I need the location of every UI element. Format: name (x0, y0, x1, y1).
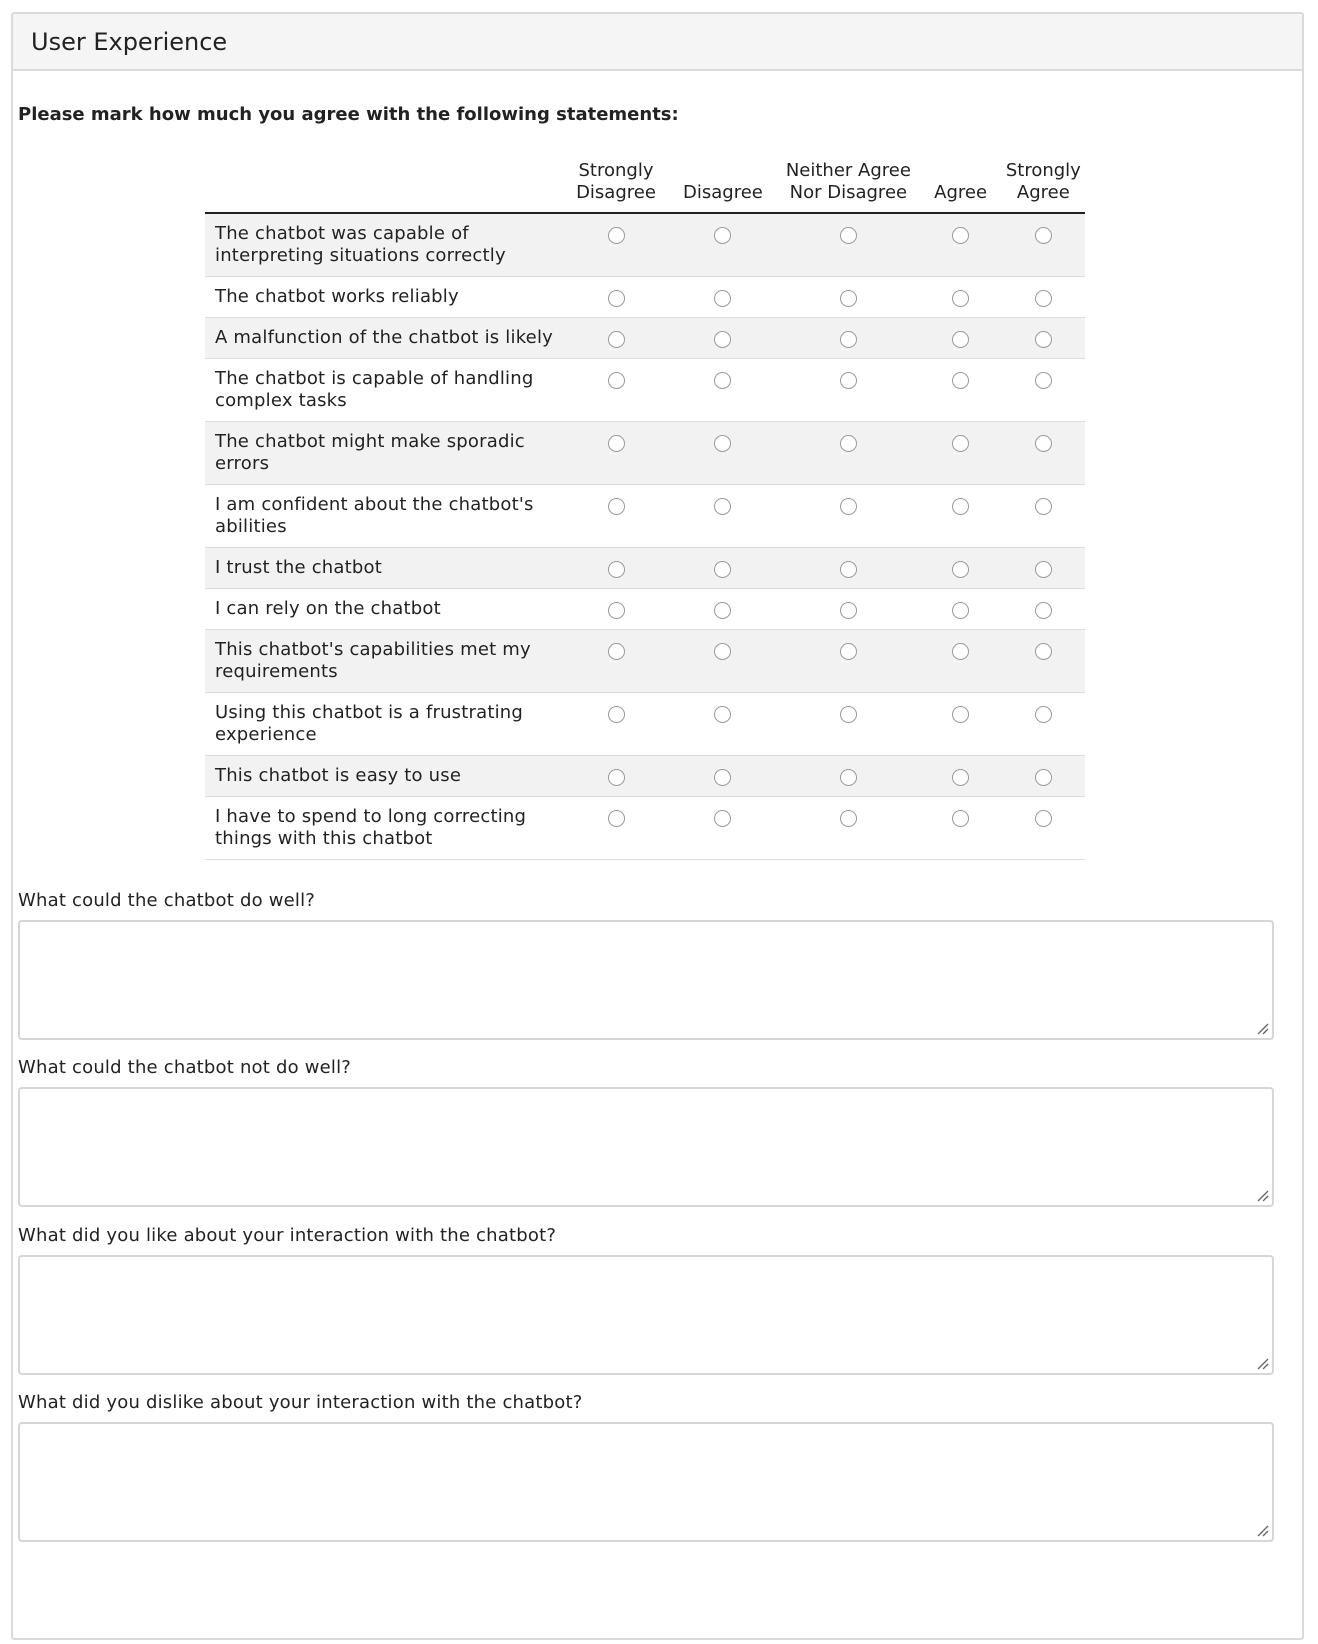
radio-agree[interactable] (952, 561, 969, 578)
statement-row (205, 756, 1085, 797)
radio-agree[interactable] (952, 435, 969, 452)
radio-agree[interactable] (952, 769, 969, 786)
option-cell-agree (920, 548, 1002, 589)
option-cell-disagree (669, 589, 778, 630)
option-cell-neither (777, 318, 919, 359)
question-label: What could the chatbot do well? (18, 890, 316, 911)
radio-neither[interactable] (840, 290, 857, 307)
radio-disagree[interactable] (714, 435, 731, 452)
option-cell-strongly-agree (1002, 485, 1085, 548)
resize-grip-icon[interactable] (1255, 1188, 1269, 1202)
statement-text: The chatbot works reliably (205, 277, 563, 318)
option-cell-strongly-agree (1002, 277, 1085, 318)
option-cell-strongly-agree (1002, 213, 1085, 277)
radio-agree[interactable] (952, 227, 969, 244)
option-cell-neither (777, 422, 919, 485)
radio-strongly-agree[interactable] (1035, 769, 1052, 786)
resize-grip-icon[interactable] (1255, 1356, 1269, 1370)
radio-strongly-disagree[interactable] (608, 643, 625, 660)
option-cell-neither (777, 485, 919, 548)
option-cell-neither (777, 359, 919, 422)
option-cell-agree (920, 277, 1002, 318)
option-cell-strongly-agree (1002, 797, 1085, 860)
statement-row (205, 797, 1085, 860)
radio-strongly-disagree[interactable] (608, 227, 625, 244)
option-cell-strongly-disagree (563, 693, 668, 756)
option-cell-disagree (669, 797, 778, 860)
option-cell-agree (920, 422, 1002, 485)
option-cell-agree (920, 359, 1002, 422)
option-cell-strongly-agree (1002, 693, 1085, 756)
statement-row (205, 693, 1085, 756)
radio-strongly-disagree[interactable] (608, 602, 625, 619)
option-cell-strongly-disagree (563, 756, 668, 797)
option-cell-strongly-agree (1002, 630, 1085, 693)
option-cell-strongly-disagree (563, 318, 668, 359)
option-cell-neither (777, 548, 919, 589)
scale-header-strongly-agree: Strongly Agree (1002, 160, 1085, 213)
radio-agree[interactable] (952, 498, 969, 515)
panel-header (13, 14, 1302, 71)
statement-column-header (205, 160, 563, 213)
radio-strongly-agree[interactable] (1035, 561, 1052, 578)
statement-row (205, 548, 1085, 589)
option-cell-disagree (669, 485, 778, 548)
radio-strongly-disagree[interactable] (608, 561, 625, 578)
option-cell-strongly-disagree (563, 589, 668, 630)
radio-disagree[interactable] (714, 769, 731, 786)
radio-disagree[interactable] (714, 643, 731, 660)
radio-strongly-agree[interactable] (1035, 372, 1052, 389)
radio-strongly-disagree[interactable] (608, 498, 625, 515)
radio-strongly-agree[interactable] (1035, 290, 1052, 307)
resize-grip-icon[interactable] (1255, 1021, 1269, 1035)
radio-strongly-agree[interactable] (1035, 602, 1052, 619)
option-cell-strongly-disagree (563, 277, 668, 318)
radio-strongly-disagree[interactable] (608, 706, 625, 723)
radio-neither[interactable] (840, 602, 857, 619)
radio-neither[interactable] (840, 372, 857, 389)
radio-neither[interactable] (840, 498, 857, 515)
option-cell-strongly-disagree (563, 485, 668, 548)
radio-agree[interactable] (952, 602, 969, 619)
scale-header-agree: Agree (920, 160, 1002, 213)
option-cell-neither (777, 630, 919, 693)
statement-text: Using this chatbot is a frustrating experience (205, 693, 563, 756)
option-cell-agree (920, 213, 1002, 277)
statement-text: I trust the chatbot (205, 548, 563, 589)
radio-strongly-disagree[interactable] (608, 290, 625, 307)
radio-agree[interactable] (952, 643, 969, 660)
statement-row (205, 318, 1085, 359)
resize-grip-icon[interactable] (1255, 1523, 1269, 1537)
statement-text: A malfunction of the chatbot is likely (205, 318, 563, 359)
radio-strongly-agree[interactable] (1035, 810, 1052, 827)
radio-strongly-disagree[interactable] (608, 769, 625, 786)
statement-row (205, 422, 1085, 485)
option-cell-strongly-agree (1002, 548, 1085, 589)
statement-text: I have to spend to long correcting things with this chatbot (205, 797, 563, 860)
radio-neither[interactable] (840, 331, 857, 348)
radio-disagree[interactable] (714, 602, 731, 619)
radio-neither[interactable] (840, 706, 857, 723)
option-cell-disagree (669, 359, 778, 422)
option-cell-strongly-disagree (563, 359, 668, 422)
radio-disagree[interactable] (714, 331, 731, 348)
scale-header-strongly-disagree: Strongly Disagree (563, 160, 668, 213)
option-cell-strongly-agree (1002, 318, 1085, 359)
question-label: What could the chatbot not do well? (18, 1057, 352, 1078)
option-cell-disagree (669, 277, 778, 318)
likert-header-row (205, 160, 1085, 213)
radio-disagree[interactable] (714, 372, 731, 389)
option-cell-strongly-disagree (563, 422, 668, 485)
radio-neither[interactable] (840, 643, 857, 660)
option-cell-disagree (669, 213, 778, 277)
radio-strongly-disagree[interactable] (608, 435, 625, 452)
option-cell-disagree (669, 548, 778, 589)
statement-text: The chatbot is capable of handling complex tasks (205, 359, 563, 422)
radio-agree[interactable] (952, 810, 969, 827)
radio-strongly-agree[interactable] (1035, 706, 1052, 723)
radio-strongly-agree[interactable] (1035, 643, 1052, 660)
statement-row (205, 359, 1085, 422)
likert-matrix (205, 160, 1085, 860)
radio-agree[interactable] (952, 290, 969, 307)
statement-row (205, 277, 1085, 318)
statement-text: This chatbot is easy to use (205, 756, 563, 797)
option-cell-strongly-disagree (563, 797, 668, 860)
question-label: What did you dislike about your interaction with the chatbot? (18, 1392, 583, 1413)
option-cell-agree (920, 318, 1002, 359)
option-cell-strongly-agree (1002, 422, 1085, 485)
answer-textarea[interactable] (18, 1087, 1274, 1207)
radio-strongly-agree[interactable] (1035, 331, 1052, 348)
radio-strongly-agree[interactable] (1035, 227, 1052, 244)
answer-textarea[interactable] (18, 920, 1274, 1040)
option-cell-agree (920, 756, 1002, 797)
statement-row (205, 589, 1085, 630)
radio-disagree[interactable] (714, 227, 731, 244)
radio-agree[interactable] (952, 706, 969, 723)
radio-agree[interactable] (952, 331, 969, 348)
answer-textarea[interactable] (18, 1422, 1274, 1542)
option-cell-agree (920, 630, 1002, 693)
option-cell-agree (920, 797, 1002, 860)
option-cell-strongly-agree (1002, 359, 1085, 422)
option-cell-neither (777, 756, 919, 797)
radio-disagree[interactable] (714, 810, 731, 827)
option-cell-neither (777, 213, 919, 277)
statement-text: I can rely on the chatbot (205, 589, 563, 630)
radio-agree[interactable] (952, 372, 969, 389)
option-cell-strongly-agree (1002, 589, 1085, 630)
radio-strongly-disagree[interactable] (608, 372, 625, 389)
radio-neither[interactable] (840, 769, 857, 786)
radio-strongly-disagree[interactable] (608, 331, 625, 348)
survey-instruction: Please mark how much you agree with the following statements: (18, 104, 679, 125)
option-cell-strongly-agree (1002, 756, 1085, 797)
radio-neither[interactable] (840, 561, 857, 578)
option-cell-neither (777, 797, 919, 860)
statement-text: I am confident about the chatbot's abilities (205, 485, 563, 548)
option-cell-agree (920, 485, 1002, 548)
statement-text: This chatbot's capabilities met my requirements (205, 630, 563, 693)
option-cell-agree (920, 693, 1002, 756)
radio-disagree[interactable] (714, 498, 731, 515)
radio-neither[interactable] (840, 227, 857, 244)
statement-text: The chatbot was capable of interpreting situations correctly (205, 213, 563, 277)
option-cell-strongly-disagree (563, 213, 668, 277)
question-label: What did you like about your interaction with the chatbot? (18, 1225, 557, 1246)
answer-textarea[interactable] (18, 1255, 1274, 1375)
option-cell-neither (777, 277, 919, 318)
statement-row (205, 213, 1085, 277)
radio-disagree[interactable] (714, 706, 731, 723)
radio-strongly-agree[interactable] (1035, 435, 1052, 452)
radio-neither[interactable] (840, 810, 857, 827)
section-title: User Experience (31, 27, 228, 56)
radio-disagree[interactable] (714, 290, 731, 307)
option-cell-disagree (669, 318, 778, 359)
radio-strongly-agree[interactable] (1035, 498, 1052, 515)
radio-disagree[interactable] (714, 561, 731, 578)
option-cell-disagree (669, 630, 778, 693)
option-cell-neither (777, 589, 919, 630)
scale-header-disagree: Disagree (669, 160, 778, 213)
radio-neither[interactable] (840, 435, 857, 452)
option-cell-neither (777, 693, 919, 756)
radio-strongly-disagree[interactable] (608, 810, 625, 827)
statement-text: The chatbot might make sporadic errors (205, 422, 563, 485)
statement-row (205, 630, 1085, 693)
option-cell-strongly-disagree (563, 630, 668, 693)
option-cell-agree (920, 589, 1002, 630)
statement-row (205, 485, 1085, 548)
option-cell-disagree (669, 693, 778, 756)
option-cell-strongly-disagree (563, 548, 668, 589)
scale-header-neither: Neither Agree Nor Disagree (777, 160, 919, 213)
option-cell-disagree (669, 422, 778, 485)
option-cell-disagree (669, 756, 778, 797)
